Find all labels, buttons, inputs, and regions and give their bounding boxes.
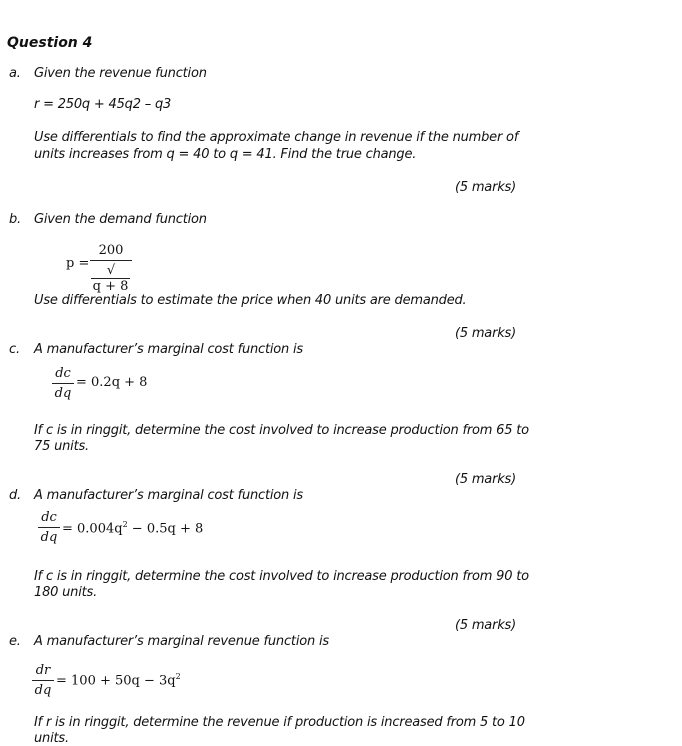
part-b-text-line1: Use differentials to estimate the price when 40 units are demanded. (34, 293, 467, 308)
part-e-eq-rhs-a: = 100 + 50q − 3q (56, 673, 176, 689)
part-d-eq-denominator: dq (40, 530, 58, 545)
part-b-label: b. (9, 212, 21, 227)
part-d-eq-numerator: dc (41, 510, 57, 525)
part-e-intro: A manufacturer’s marginal revenue function is (34, 634, 329, 649)
part-e-label: e. (9, 634, 21, 649)
part-c-text-line2: 75 units. (34, 439, 89, 454)
part-b-eq-numerator: 200 (98, 243, 124, 258)
part-a-equation: r = 250q + 45q2 – q3 (34, 97, 172, 112)
part-a-text-line2: units increases from q = 40 to q = 41. Find the true change. (34, 147, 417, 162)
question-title: Question 4 (7, 35, 93, 51)
part-c-eq-rhs: = 0.2q + 8 (76, 375, 148, 390)
part-a-label: a. (9, 66, 21, 81)
part-c-intro: A manufacturer’s marginal cost function is (34, 342, 303, 357)
fraction-bar (32, 680, 54, 681)
part-d-eq-rhs-a: = 0.004q (62, 521, 123, 537)
part-c-label: c. (9, 342, 20, 357)
part-c-fraction (52, 366, 74, 401)
part-d-intro: A manufacturer’s marginal cost function is (34, 488, 303, 503)
part-d-text-line2: 180 units. (34, 585, 98, 600)
part-b-intro: Given the demand function (34, 212, 207, 227)
part-d-eq-sup: 2 (122, 520, 128, 529)
part-d-text-line1: If c is in ringgit, determine the cost involved to increase production from 90 to (34, 569, 529, 584)
part-c-marks: (5 marks) (454, 472, 516, 487)
part-d-marks: (5 marks) (454, 618, 516, 633)
part-c-text-line1: If c is in ringgit, determine the cost involved to increase production from 65 to (34, 423, 529, 438)
part-c-eq-denominator: dq (54, 386, 72, 401)
fraction-bar (90, 260, 132, 261)
part-c-eq-numerator: dc (55, 366, 71, 381)
part-b-eq-radicand: q + 8 (92, 279, 129, 294)
part-b-eq-denominator (90, 263, 132, 294)
part-b-eq-lhs: p = (66, 256, 90, 271)
part-e-eq-denominator: dq (34, 683, 52, 698)
part-d-eq-rhs (62, 520, 203, 536)
part-b-marks: (5 marks) (454, 326, 516, 341)
part-e-text-line2: units. (34, 731, 69, 746)
part-a-text-line1: Use differentials to find the approximate change in revenue if the number of (34, 130, 519, 145)
part-d-label: d. (9, 488, 21, 503)
part-b-fraction (90, 243, 132, 294)
part-d-eq-rhs-b: − 0.5q + 8 (127, 521, 204, 537)
part-d-fraction (38, 510, 60, 545)
fraction-bar (52, 383, 74, 384)
part-a-intro: Given the revenue function (34, 66, 207, 81)
part-e-eq-rhs (56, 672, 181, 688)
fraction-bar (38, 527, 60, 528)
part-e-text-line1: If r is in ringgit, determine the revenue if production is increased from 5 to 10 (34, 715, 525, 730)
part-e-eq-numerator: dr (35, 663, 51, 678)
sqrt-sign: √ (106, 263, 116, 278)
part-e-fraction (32, 663, 54, 698)
part-a-marks: (5 marks) (454, 180, 516, 195)
part-e-eq-sup: 2 (175, 672, 181, 681)
